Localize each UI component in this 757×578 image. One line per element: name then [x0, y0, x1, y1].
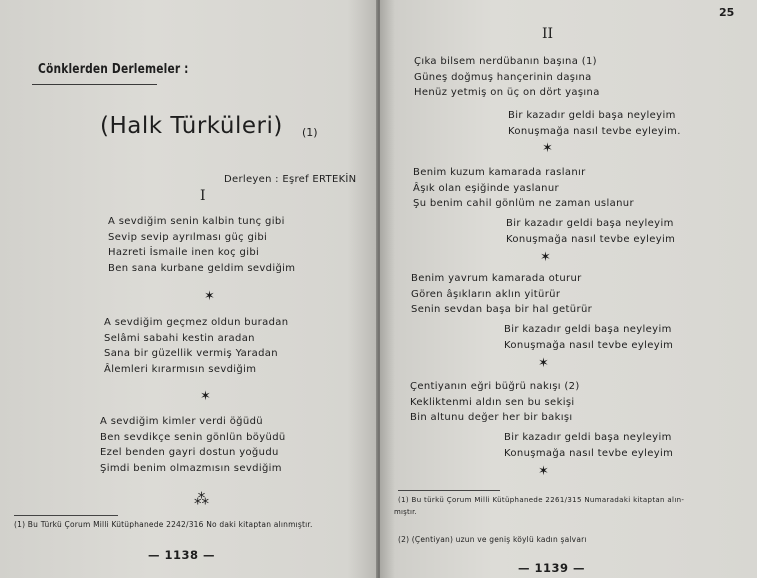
- stanza-1: [108, 214, 295, 276]
- collector-credit: Derleyen : Eşref ERTEKİN: [224, 174, 357, 185]
- stanza-separator-star: ✶: [200, 389, 211, 404]
- footnote-1-line-1: (1) Bu türkü Çorum Milli Kütüphanede 2261/315 Numaradaki kitaptan alın-: [398, 496, 685, 504]
- stanza-2: [104, 315, 288, 377]
- verse-line: Şimdi benim olmazmısın sevdiğim: [100, 462, 282, 474]
- stanza-3: [100, 414, 286, 476]
- page-number-left: — 1138 —: [148, 548, 216, 562]
- stanza-separator-star: ✶: [542, 141, 553, 156]
- page-number-right: — 1139 —: [518, 561, 586, 575]
- verse-line: Ben sevdikçe senin gönlün böyüdü: [100, 431, 286, 443]
- verse-line: Senin sevdan başa bir hal getürür: [411, 304, 593, 315]
- verse-line: Âşık olan eşiğinde yaslanur: [413, 182, 560, 194]
- corner-page-number: 25: [719, 6, 735, 19]
- right-page: [380, 0, 757, 578]
- refrain-4: [504, 430, 673, 461]
- verse-line: Benim yavrum kamarada oturur: [411, 273, 582, 284]
- stanza-separator-star: ✶: [540, 250, 551, 265]
- verse-line: Benim kuzum kamarada raslanır: [413, 167, 586, 178]
- section-title-underline: [32, 84, 157, 85]
- footnote-rule: [398, 490, 500, 491]
- verse-line: Hazreti İsmaile inen koç gibi: [108, 247, 260, 258]
- stanza-separator-star: ✶: [538, 464, 549, 479]
- refrain-line: Konuşmağa nasıl tevbe eyleyim: [504, 339, 674, 351]
- stanza-separator-star: ✶: [538, 356, 549, 371]
- verse-line: Bin altunu değer her bir bakışı: [410, 412, 573, 423]
- verse-line: Çentiyanın eğri büğrü nakışı (2): [410, 381, 580, 392]
- left-page: [0, 0, 378, 578]
- refrain-line: Konuşmağa nasıl tevbe eyleyim.: [508, 125, 681, 137]
- refrain-line: Bir kazadır geldi başa neyleyim: [504, 432, 672, 443]
- stanza-separator-star: ✶: [204, 289, 215, 304]
- verse-line: A sevdiğim kimler verdi öğüdü: [100, 416, 263, 427]
- part-number-1: I: [200, 188, 206, 204]
- verse-line: A sevdiğim geçmez oldun buradan: [104, 317, 289, 328]
- refrain-line: Bir kazadır geldi başa neyleyim: [508, 110, 676, 121]
- verse-line: Güneş doğmuş hançerinin daşına: [414, 71, 592, 83]
- verse-line: Çıka bilsem nerdübanın başına (1): [414, 56, 597, 67]
- main-title-footnote-ref: (1): [302, 126, 318, 139]
- stanza-4: [410, 379, 580, 426]
- stanza-2: [413, 165, 634, 212]
- verse-line: Sana bir güzellik vermiş Yaradan: [104, 348, 278, 359]
- verse-line: Henüz yetmiş on üç on dört yaşına: [414, 87, 600, 98]
- verse-line: Gören âşıkların aklın yitürür: [411, 288, 561, 300]
- footnote-rule: [14, 515, 118, 516]
- main-title: (Halk Türküleri): [100, 113, 283, 139]
- verse-line: Kekliktenmi aldın sen bu sekişi: [410, 396, 575, 408]
- refrain-2: [506, 216, 675, 247]
- footnote-2: (2) (Çentiyan) uzun ve geniş köylü kadın şalvarı: [398, 535, 587, 544]
- refrain-3: [504, 322, 673, 353]
- footnote-1: (1) Bu Türkü Çorum Milli Kütüphanede 2242/316 No daki kitaptan alınmıştır.: [14, 520, 313, 529]
- verse-line: Selâmi sabahi kestin aradan: [104, 332, 255, 344]
- verse-line: Sevip sevip ayrılması güç gibi: [108, 231, 268, 243]
- verse-line: Âlemleri kırarmısın sevdiğim: [104, 363, 257, 375]
- refrain-1: [508, 108, 681, 139]
- verse-line: Ezel benden gayri dostun yoğudu: [100, 447, 279, 458]
- end-ornament: ⁂: [194, 490, 209, 508]
- refrain-line: Bir kazadır geldi başa neyleyim: [506, 218, 674, 229]
- refrain-line: Konuşmağa nasıl tevbe eyleyim: [506, 233, 676, 245]
- section-title: Cönklerden Derlemeler :: [38, 62, 189, 77]
- footnote-1-line-2: mıştır.: [394, 508, 417, 516]
- verse-line: Şu benim cahil gönlüm ne zaman uslanur: [413, 198, 634, 209]
- verse-line: Ben sana kurbane geldim sevdiğim: [108, 262, 296, 274]
- stanza-3: [411, 271, 592, 318]
- part-number-2: II: [542, 26, 554, 42]
- stanza-1: [414, 54, 600, 101]
- refrain-line: Konuşmağa nasıl tevbe eyleyim: [504, 447, 674, 459]
- verse-line: A sevdiğim senin kalbin tunç gibi: [108, 216, 285, 227]
- refrain-line: Bir kazadır geldi başa neyleyim: [504, 324, 672, 335]
